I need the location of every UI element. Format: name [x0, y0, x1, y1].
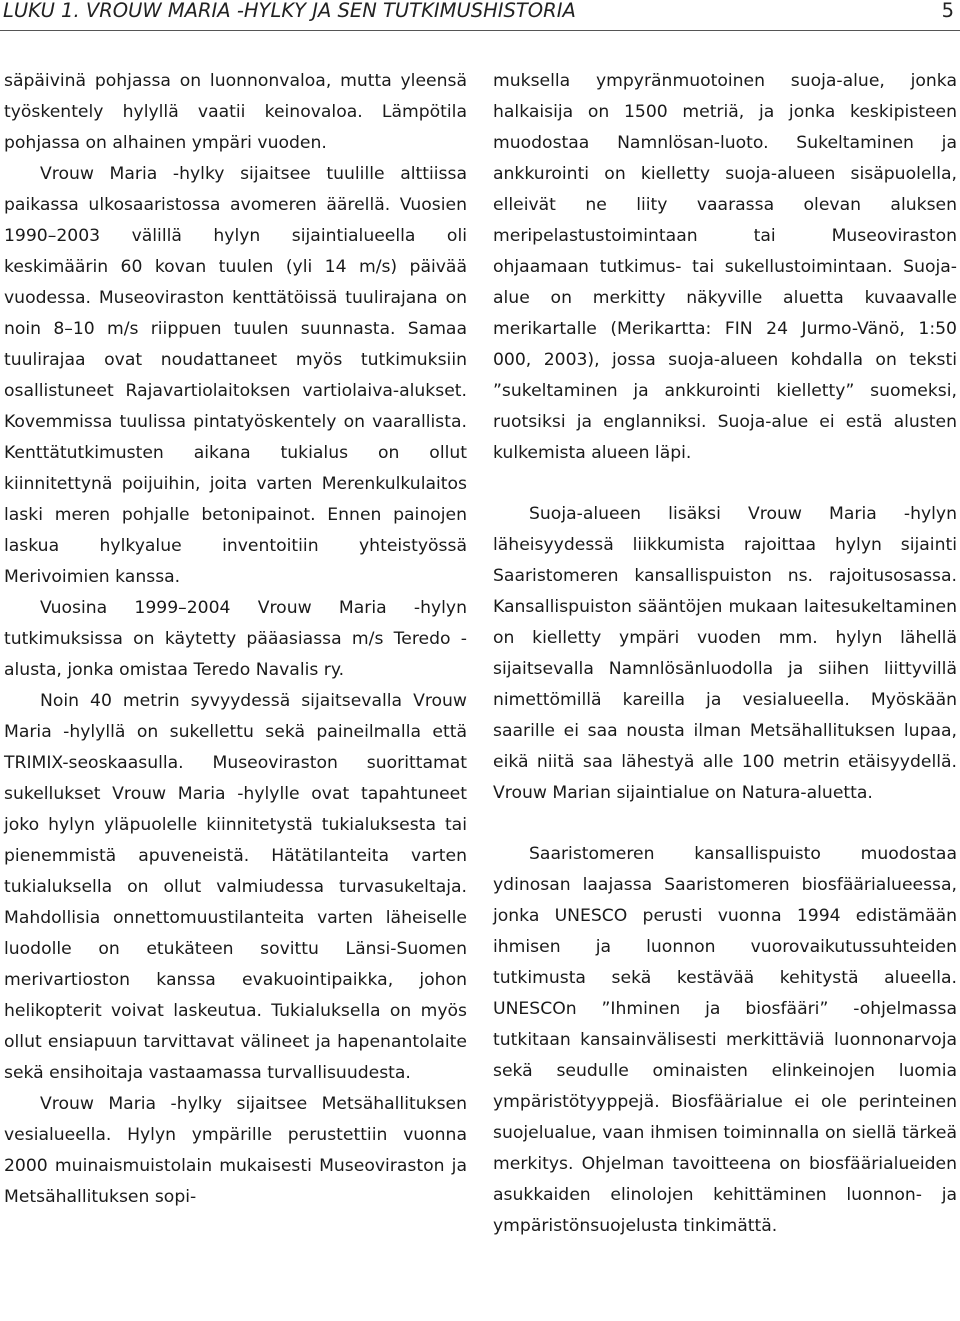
paragraph: Saaristomeren kansallispuisto muodostaa ydinosan laajassa Saaristomeren biosfäärialueessa, jonka UNESCO perusti vuonna 1994 edistämään ihmisen ja luonnon vuorovaikutussuhteiden tutkimusta sekä kestävää kehitystä alueella. UNESCOn ”Ihminen ja biosfääri” -ohjelmassa tutkitaan kansainvälisesti merkittäviä luonnonarvoja sekä seudulle ominaisten elinkeinojen luomia ympäristötyyppejä. Biosfäärialue ei ole perinteinen suojelualue, vaan ihmisen toiminnalla on siellä tärkeä merkitys. Ohjelman tavoitteena on biosfäärialueiden asukkaiden elinolojen kehittäminen luonnon- ja ympäristönsuojelusta tinkimättä.: [493, 844, 957, 1236]
paragraph: Vrouw Maria -hylky sijaitsee tuulille alttiissa paikassa ulkosaaristossa avomeren äärellä. Vuosien 1990–2003 välillä hylyn sijaintialueella oli keskimäärin 60 kovan tuulen (yli 14 m/s) päivää vuodessa. Museoviraston kenttätöissä tuulirajana on noin 8–10 m/s riippuen tuulen suunnasta. Samaa tuulirajaa ovat noudattaneet myös tutkimuksiin osallistuneet Rajavartiolaitoksen vartiolaiva-alukset. Kovemmissa tuulissa pintatyöskentely on vaarallista. Kenttätutkimusten aikana tukialus on ollut kiinnitettynä poijuihin, joita varten Merenkulkulaitos laski meren pohjalle betonipainot. Ennen painojen laskua hylkyalue inventoitiin yhteistyössä Merivoimien kanssa.: [4, 164, 467, 587]
header-rule: [0, 30, 960, 31]
running-header: [0, 0, 960, 24]
paragraph: Vuosina 1999–2004 Vrouw Maria -hylyn tutkimuksissa on käytetty pääasiassa m/s Teredo -alusta, jonka omistaa Teredo Navalis ry.: [4, 598, 467, 680]
right-column: [493, 66, 957, 1242]
left-column: [4, 66, 467, 1213]
chapter-title: LUKU 1. VROUW MARIA -HYLKY JA SEN TUTKIMUSHISTORIA: [3, 0, 576, 22]
paragraph: Suoja-alueen lisäksi Vrouw Maria -hylyn läheisyydessä liikkumista rajoittaa hylyn sijainti Saaristomeren kansallispuiston ns. rajoitusosassa. Kansallispuiston sääntöjen mukaan laitesukeltaminen on kielletty ympäri vuoden mm. hylyn lähellä sijaitsevalla Namnlösänluodolla ja siihen liittyvillä nimettömillä kareilla ja vesialueella. Myöskään saarille ei saa nousta ilman Metsähallituksen lupaa, eikä niitä saa lähestyä alle 100 metrin etäisyydellä. Vrouw Marian sijaintialue on Natura-aluetta.: [493, 504, 957, 803]
paragraph: Vrouw Maria -hylky sijaitsee Metsähallituksen vesialueella. Hylyn ympärille perustettiin vuonna 2000 muinaismuistolain mukaisesti Museoviraston ja Metsähallituksen sopi-: [4, 1094, 467, 1207]
page-number: 5: [941, 0, 954, 22]
paragraph: muksella ympyränmuotoinen suoja-alue, jonka halkaisija on 1500 metriä, ja jonka keskipisteen muodostaa Namnlösan-luoto. Sukeltaminen ja ankkurointi on kielletty suoja-alueen sisäpuolella, elleivät ne liity vaarassa olevan aluksen meripelastustoimintaan tai Museoviraston ohjaamaan tutkimus- tai sukellustoimintaan. Suoja-alue on merkitty näkyville aluetta kuvaavalle merikartalle (Merikartta: FIN 24 Jurmo-Vänö, 1:50 000, 2003), jossa suoja-alueen kohdalla on teksti ”sukeltaminen ja ankkurointi kielletty” suomeksi, ruotsiksi ja englanniksi. Suoja-alue ei estä alusten kulkemista alueen läpi.: [493, 71, 957, 463]
paragraph: Noin 40 metrin syvyydessä sijaitsevalla Vrouw Maria -hylyllä on sukellettu sekä paineilmalla että TRIMIX-seoskaasulla. Museoviraston suorittamat sukellukset Vrouw Maria -hylylle ovat tapahtuneet joko hylyn yläpuolelle kiinnitetystä tukialuksesta tai pienemmistä apuveneistä. Hätätilanteita varten tukialuksella on ollut valmiudessa turvasukeltaja. Mahdollisia onnettomuustilanteita varten läheiselle luodolle on etukäteen sovittu Länsi-Suomen merivartioston kanssa evakuointipaikka, johon helikopterit voivat laskeutua. Tukialuksella on myös ollut ensiapuun tarvittavat välineet ja hapenantolaite sekä ensihoitaja vastaamassa turvallisuudesta.: [4, 691, 467, 1083]
paragraph: säpäivinä pohjassa on luonnonvaloa, mutta yleensä työskentely hylyllä vaatii keinovaloa. Lämpötila pohjassa on alhainen ympäri vuoden.: [4, 71, 467, 153]
